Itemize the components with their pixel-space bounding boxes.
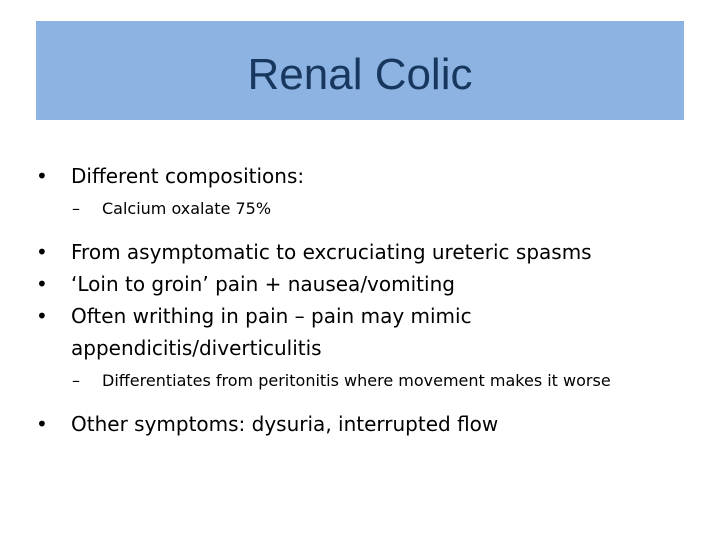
dash-icon: – [72,371,80,390]
bullet-icon: • [36,240,48,264]
sub-bullet-item [36,368,684,394]
sub-bullet-text: Calcium oxalate 75% [102,199,272,218]
bullet-text: ‘Loin to groin’ pain + nausea/vomiting [71,272,455,296]
bullet-item [36,160,684,192]
bullet-item [36,268,684,300]
bullet-icon: • [36,272,48,296]
dash-icon: – [72,199,80,218]
bullet-item [36,408,684,440]
bullet-icon: • [36,412,48,436]
sub-bullet-item [36,196,684,222]
bullet-icon: • [36,164,48,188]
bullet-text: Other symptoms: dysuria, interrupted flow [71,412,499,436]
bullet-item [36,236,684,268]
title-band [36,21,684,120]
slide-title: Renal Colic [247,49,473,99]
bullet-text: Often writhing in pain – pain may mimic appendicitis/diverticulitis [71,304,472,360]
sub-bullet-text: Differentiates from peritonitis where movement makes it worse [102,371,611,390]
bullet-item [36,300,684,364]
bullet-text: From asymptomatic to excruciating ureteric spasms [71,240,592,264]
bullet-list [36,160,684,440]
bullet-icon: • [36,304,48,328]
bullet-text: Different compositions: [71,164,305,188]
